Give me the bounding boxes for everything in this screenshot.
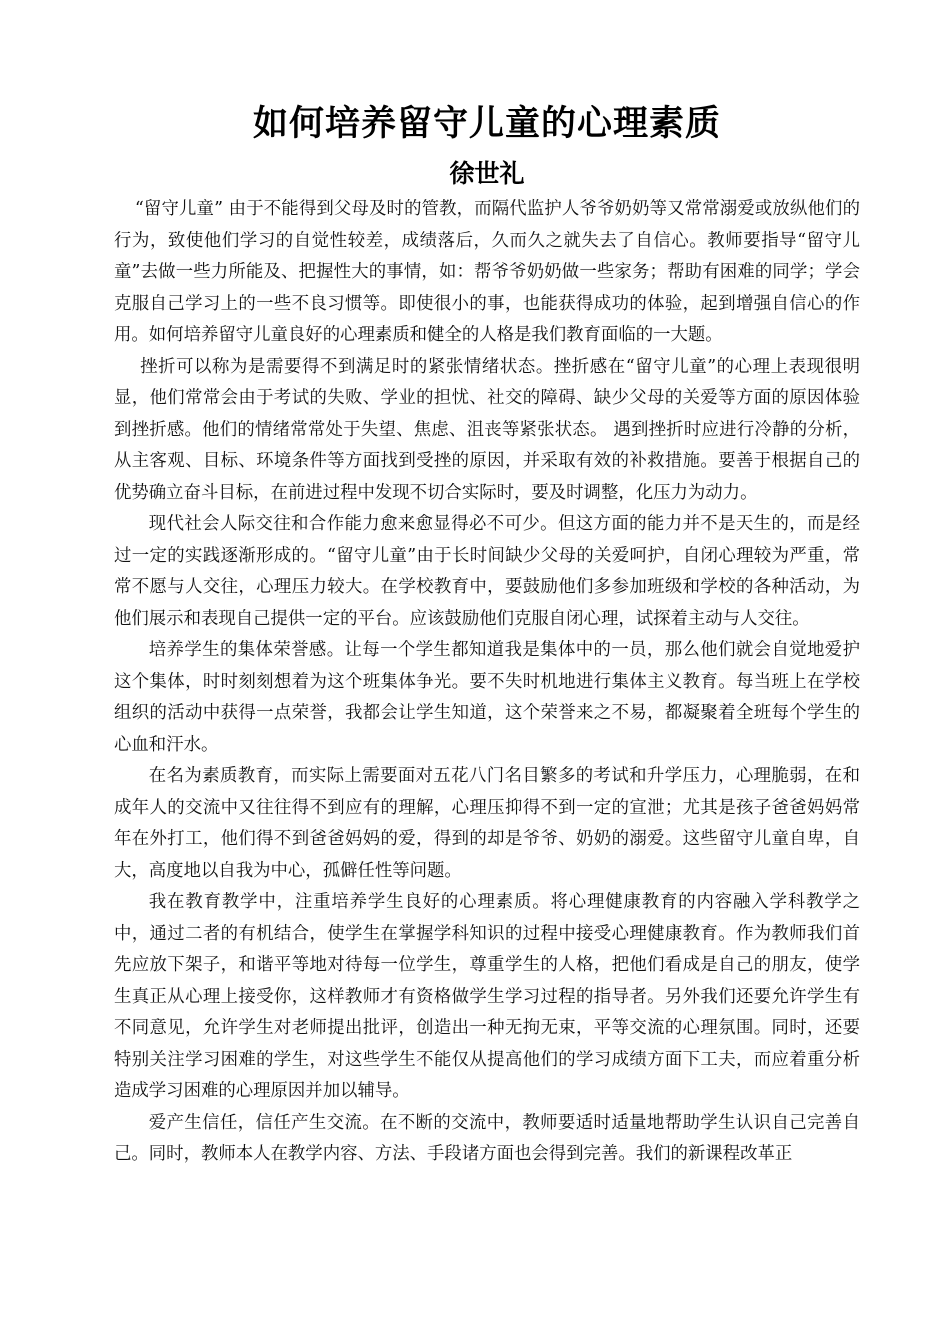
paragraph-7: 爱产生信任，信任产生交流。在不断的交流中，教师要适时适量地帮助学生认识自己完善自己。同时，教师本人在教学内容、方法、手段诸方面也会得到完善。我们的新课程改革正 bbox=[114, 1112, 860, 1164]
paragraph-5: 在名为素质教育，而实际上需要面对五花八门名目繁多的考试和升学压力，心理脆弱，在和成年人的交流中又往往得不到应有的理解，心理压抑得不到一定的宣泄；尤其是孩子爸爸妈妈常年在外打工，他们得不到爸爸妈妈的爱，得到的却是爷爷、奶奶的溺爱。这些留守儿童自卑，自大，高度地以自我为中心，孤僻任性等问题。 bbox=[114, 766, 860, 881]
paragraph-1: “留守儿童” 由于不能得到父母及时的管教，而隔代监护人爷爷奶奶等又常常溺爱或放纵他们的行为，致使他们学习的自觉性较差，成绩落后，久而久之就失去了自信心。教师要指导“留守儿童”去做一些力所能及、把握性大的事情，如：帮爷爷奶奶做一些家务；帮助有困难的同学；学会克服自己学习上的一些不良习惯等。即使很小的事，也能获得成功的体验，起到增强自信心的作用。如何培养留守儿童良好的心理素质和健全的人格是我们教育面临的一大题。 bbox=[114, 199, 860, 345]
paragraph-6: 我在教育教学中，注重培养学生良好的心理素质。将心理健康教育的内容融入学科教学之中，通过二者的有机结合，使学生在掌握学科知识的过程中接受心理健康教育。作为教师我们首先应放下架子，和谐平等地对待每一位学生，尊重学生的人格，把他们看成是自己的朋友，使学生真正从心理上接受你，这样教师才有资格做学生学习过程的指导者。另外我们还要允许学生有不同意见，允许学生对老师提出批评，创造出一种无拘无束，平等交流的心理氛围。同时，还要特别关注学习困难的学生，对这些学生不能仅从提高他们的学习成绩方面下工夫，而应着重分析造成学习困难的心理原因并加以辅导。 bbox=[114, 892, 860, 1101]
document-page bbox=[114, 96, 860, 1171]
paragraph-3: 现代社会人际交往和合作能力愈来愈显得必不可少。但这方面的能力并不是天生的，而是经过一定的实践逐渐形成的。“留守儿童”由于长时间缺少父母的关爱呵护，自闭心理较为严重，常常不愿与人交往，心理压力较大。在学校教育中，要鼓励他们多参加班级和学校的各种活动，为他们展示和表现自己提供一定的平台。应该鼓励他们克服自闭心理，试探着主动与人交往。 bbox=[114, 514, 860, 629]
document-body bbox=[114, 194, 860, 1171]
paragraph-2: 挫折可以称为是需要得不到满足时的紧张情绪状态。挫折感在“留守儿童”的心理上表现很明显，他们常常会由于考试的失败、学业的担忧、社交的障碍、缺少父母的关爱等方面的原因体验到挫折感。他们的情绪常常处于失望、焦虑、沮丧等紧张状态。 遇到挫折时应进行冷静的分析，从主客观、目标、环境条件等方面找到受挫的原因，并采取有效的补救措施。要善于根据自己的优势确立奋斗目标，在前进过程中发现不切合实际时，要及时调整，化压力为动力。 bbox=[114, 356, 860, 503]
author-name: 徐世礼 bbox=[449, 159, 525, 188]
document-title: 如何培养留守儿童的心理素质 bbox=[252, 104, 721, 144]
paragraph-4: 培养学生的集体荣誉感。让每一个学生都知道我是集体中的一员，那么他们就会自觉地爱护这个集体，时时刻刻想着为这个班集体争光。要不失时机地进行集体主义教育。每当班上在学校组织的活动中获得一点荣誉，我都会让学生知道，这个荣誉来之不易，都凝聚着全班每个学生的心血和汗水。 bbox=[114, 640, 860, 755]
